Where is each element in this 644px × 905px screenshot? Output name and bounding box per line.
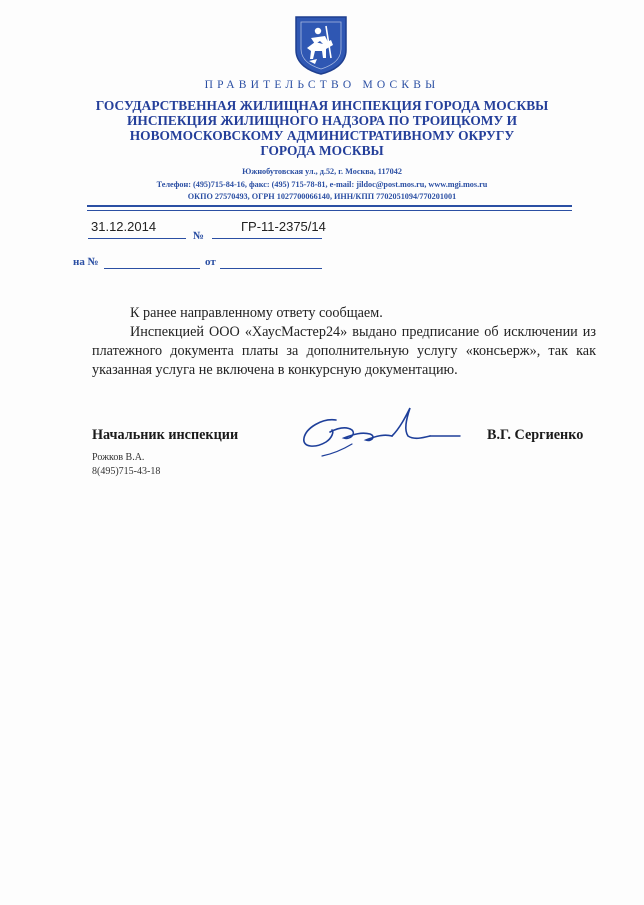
signatory-position: Начальник инспекции [92, 427, 239, 443]
body-paragraph-1: К ранее направленному ответу сообщаем. [130, 305, 383, 321]
executor-phone: 8(495)715-43-18 [92, 466, 161, 477]
outgoing-date: 31.12.2014 [91, 219, 157, 234]
org-address: Южнобутовская ул., д.52, г. Москва, 117042 [242, 167, 402, 176]
org-name-line-3: НОВОМОСКОВСКОМУ АДМИНИСТРАТИВНОМУ ОКРУГУ [129, 128, 515, 143]
org-contacts: Телефон: (495)715-84-16, факс: (495) 715-78-81, e-mail: jildoc@post.mos.ru, www.mgi.mos.ru [156, 180, 488, 189]
reference-from-label: от [205, 256, 216, 268]
government-title: ПРАВИТЕЛЬСТВО МОСКВЫ [204, 79, 440, 91]
org-registry-codes: ОКПО 27570493, ОГРН 1027700066140, ИНН/КПП 7702051094/770201001 [187, 192, 457, 201]
signatory-name: В.Г. Сергиенко [487, 427, 584, 443]
header-rule-thick [87, 205, 572, 207]
reference-date-underline [220, 268, 322, 269]
body-paragraph-2: Инспекцией ООО «ХаусМастер24» выдано предписание об исключении из платежного документа платы за дополнительную услугу «консьерж», так как указанная услуга не включена в конкурсную документацию. [92, 324, 596, 378]
reference-number-underline [104, 268, 200, 269]
date-underline [88, 238, 186, 239]
org-name-line-2: ИНСПЕКЦИЯ ЖИЛИЩНОГО НАДЗОРА ПО ТРОИЦКОМУ И [126, 113, 518, 128]
header-rule-thin [87, 210, 572, 211]
org-name-line-4: ГОРОДА МОСКВЫ [260, 143, 384, 158]
reference-label: на № [73, 256, 99, 268]
number-underline [212, 238, 322, 239]
executor-name: Рожков В.А. [92, 452, 145, 463]
outgoing-number: ГР-11-2375/14 [241, 219, 326, 234]
handwritten-signature [292, 398, 472, 468]
moscow-coat-of-arms-icon [293, 14, 349, 76]
org-name-line-1: ГОСУДАРСТВЕННАЯ ЖИЛИЩНАЯ ИНСПЕКЦИЯ ГОРОДА МОСКВЫ [95, 98, 549, 113]
number-label: № [193, 230, 205, 242]
